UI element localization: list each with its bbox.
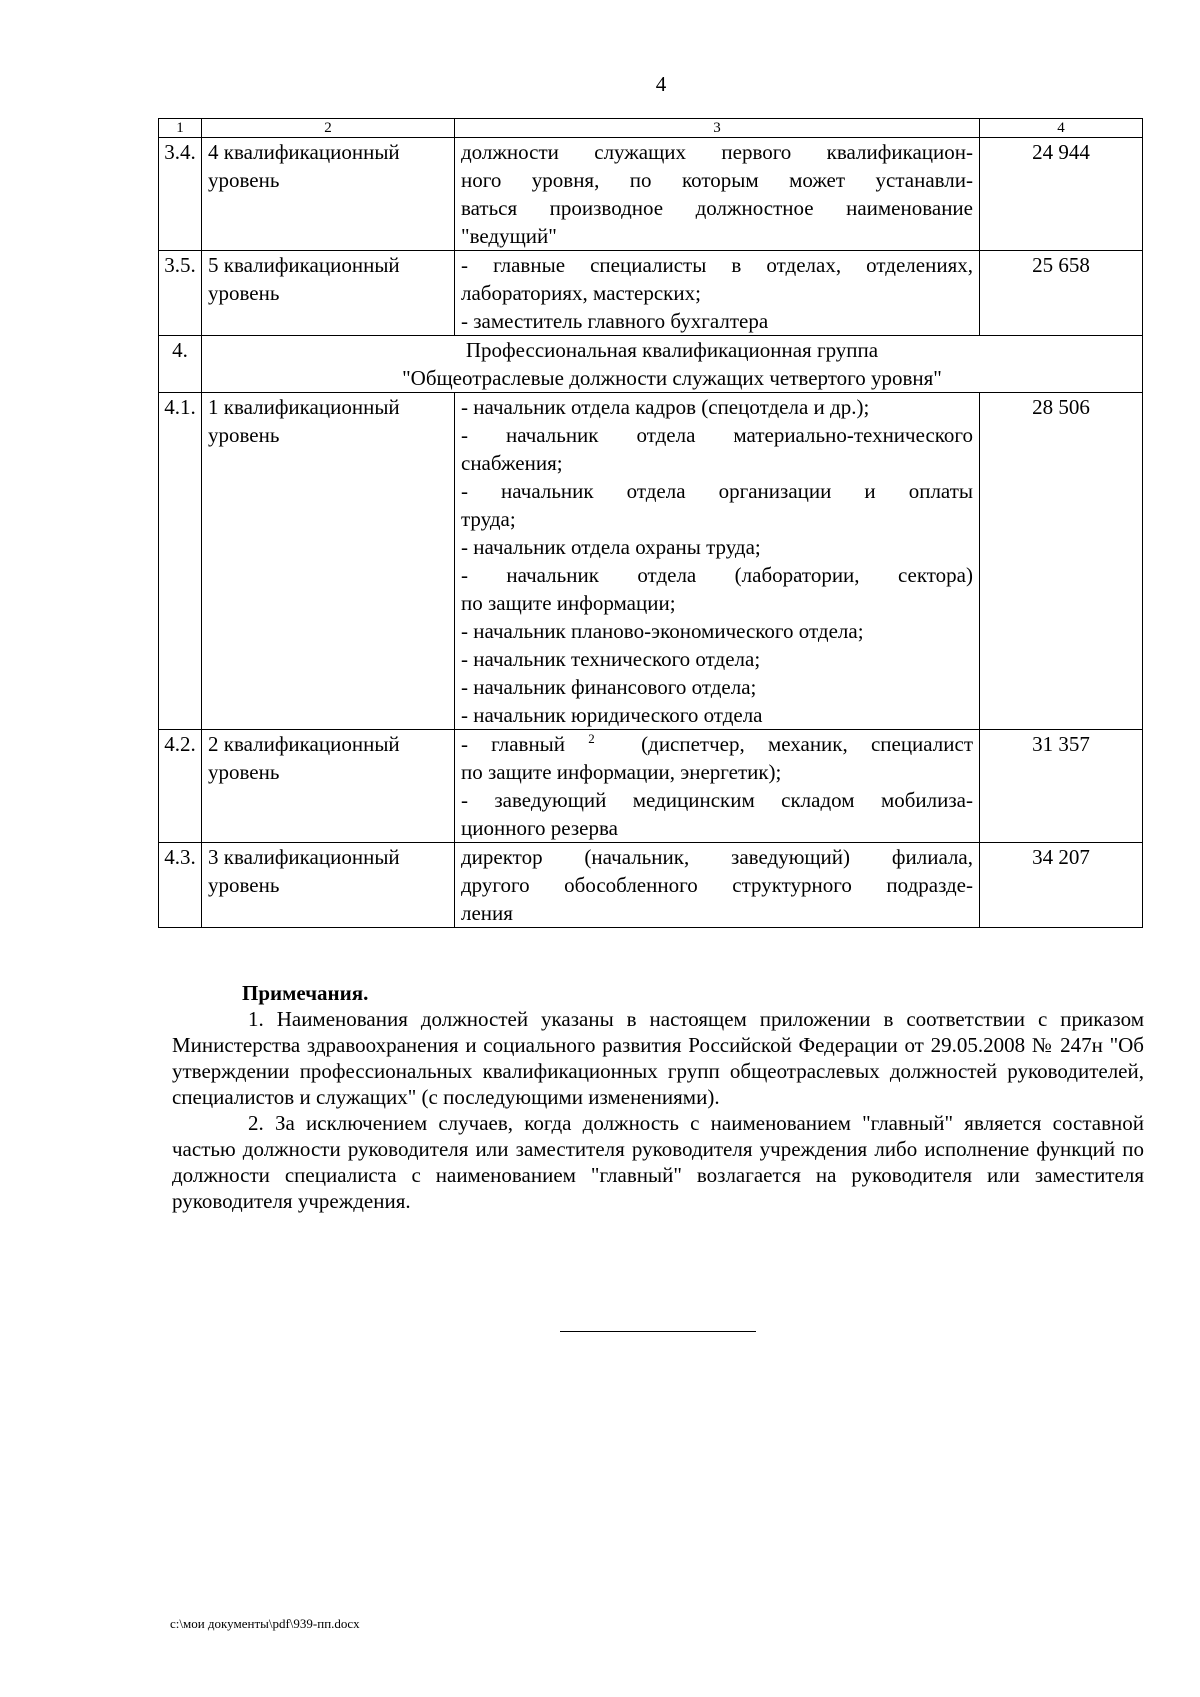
desc-line: ционного резерва bbox=[461, 816, 618, 840]
desc-line: ления bbox=[461, 901, 513, 925]
desc-line: ваться производное должностное наименование bbox=[461, 196, 973, 220]
level-text: 5 квалификационный bbox=[208, 253, 400, 277]
salary-value: 24 944 bbox=[980, 138, 1143, 251]
desc-line: - начальник отдела кадров (спецотдела и др.); bbox=[461, 395, 870, 419]
desc-line: - начальник технического отдела; bbox=[461, 647, 761, 671]
position-description bbox=[455, 393, 980, 730]
table-row bbox=[159, 393, 1143, 730]
desc-line: - начальник отдела материально-технического bbox=[461, 423, 973, 447]
desc-line: другого обособленного структурного подразде- bbox=[461, 873, 973, 897]
level-text: уровень bbox=[208, 873, 280, 897]
desc-line: - начальник планово-экономического отдела; bbox=[461, 619, 864, 643]
note-paragraph: 2. За исключением случаев, когда должность с наименованием "главный" является составной частью должности руководителя или заместителя руководителя учреждения либо исполнение функций по должности специалиста с наименованием "главный" возлагается на руководителя или заместителя руководителя учреждения. bbox=[172, 1111, 1144, 1213]
group-title-line: Профессиональная квалификационная группа bbox=[465, 338, 879, 362]
desc-line: по защите информации; bbox=[461, 591, 676, 615]
desc-line: по защите информации, энергетик); bbox=[461, 760, 782, 784]
table-row bbox=[159, 843, 1143, 928]
desc-line: директор (начальник, заведующий) филиала, bbox=[461, 845, 973, 869]
notes-section bbox=[172, 980, 1144, 1214]
row-number: 3.5. bbox=[159, 251, 202, 336]
end-divider bbox=[560, 1331, 756, 1332]
header-cell: 1 bbox=[159, 119, 202, 138]
desc-line: - начальник юридического отдела bbox=[461, 703, 763, 727]
position-description bbox=[455, 730, 980, 843]
header-cell: 3 bbox=[455, 119, 980, 138]
level-text: 2 квалификационный bbox=[208, 732, 400, 756]
row-number: 4.3. bbox=[159, 843, 202, 928]
notes-title: Примечания. bbox=[242, 981, 369, 1005]
desc-line bbox=[461, 730, 973, 758]
desc-line: лабораториях, мастерских; bbox=[461, 281, 701, 305]
desc-line: - заместитель главного бухгалтера bbox=[461, 309, 769, 333]
desc-fragment: (диспетчер, механик, специалист bbox=[641, 732, 974, 756]
table-row bbox=[159, 138, 1143, 251]
qualification-level bbox=[202, 251, 455, 336]
row-number: 3.4. bbox=[159, 138, 202, 251]
header-cell: 4 bbox=[980, 119, 1143, 138]
table-row bbox=[159, 251, 1143, 336]
header-cell: 2 bbox=[202, 119, 455, 138]
level-text: уровень bbox=[208, 760, 280, 784]
footnote-marker: 2 bbox=[588, 731, 595, 746]
level-text: 1 квалификационный bbox=[208, 395, 400, 419]
position-description bbox=[455, 843, 980, 928]
row-number: 4. bbox=[159, 336, 202, 393]
salary-value: 31 357 bbox=[980, 730, 1143, 843]
desc-fragment: - главный bbox=[461, 732, 566, 756]
desc-line: - начальник отдела (лаборатории, сектора) bbox=[461, 563, 973, 587]
level-text: уровень bbox=[208, 423, 280, 447]
level-text: 4 квалификационный bbox=[208, 140, 400, 164]
desc-line: - заведующий медицинским складом мобилиза- bbox=[461, 788, 973, 812]
desc-line: труда; bbox=[461, 507, 516, 531]
page-number: 4 bbox=[655, 72, 667, 96]
desc-line: снабжения; bbox=[461, 451, 563, 475]
group-row bbox=[159, 336, 1143, 393]
desc-line: должности служащих первого квалификацион- bbox=[461, 140, 973, 164]
row-number: 4.1. bbox=[159, 393, 202, 730]
desc-line: ного уровня, по которым может устанавли- bbox=[461, 168, 973, 192]
level-text: 3 квалификационный bbox=[208, 845, 400, 869]
salary-value: 25 658 bbox=[980, 251, 1143, 336]
desc-line: - начальник отдела организации и оплаты bbox=[461, 479, 973, 503]
qualification-table bbox=[158, 118, 1143, 928]
desc-line: - начальник отдела охраны труда; bbox=[461, 535, 761, 559]
qualification-level bbox=[202, 138, 455, 251]
salary-value: 34 207 bbox=[980, 843, 1143, 928]
qualification-level bbox=[202, 730, 455, 843]
note-paragraph: 1. Наименования должностей указаны в настоящем приложении в соответствии с приказом Министерства здравоохранения и социального развития Российской Федерации от 29.05.2008 № 247н "Об утверждении профессиональных квалификационных групп общеотраслевых должностей руководителей, специалистов и служащих" (с последующими изменениями). bbox=[172, 1007, 1144, 1109]
salary-value: 28 506 bbox=[980, 393, 1143, 730]
desc-line: - главные специалисты в отделах, отделениях, bbox=[461, 253, 973, 277]
qualification-level bbox=[202, 843, 455, 928]
group-title-line: "Общеотраслевые должности служащих четвертого уровня" bbox=[402, 366, 942, 390]
group-title bbox=[202, 336, 1143, 393]
file-path-footer: c:\мои документы\pdf\939-пп.docx bbox=[170, 1616, 360, 1631]
row-number: 4.2. bbox=[159, 730, 202, 843]
table-row bbox=[159, 730, 1143, 843]
level-text: уровень bbox=[208, 168, 280, 192]
qualification-level bbox=[202, 393, 455, 730]
position-description bbox=[455, 138, 980, 251]
table-header-row bbox=[159, 119, 1143, 138]
position-description bbox=[455, 251, 980, 336]
desc-line: "ведущий" bbox=[461, 224, 557, 248]
desc-line: - начальник финансового отдела; bbox=[461, 675, 757, 699]
level-text: уровень bbox=[208, 281, 280, 305]
